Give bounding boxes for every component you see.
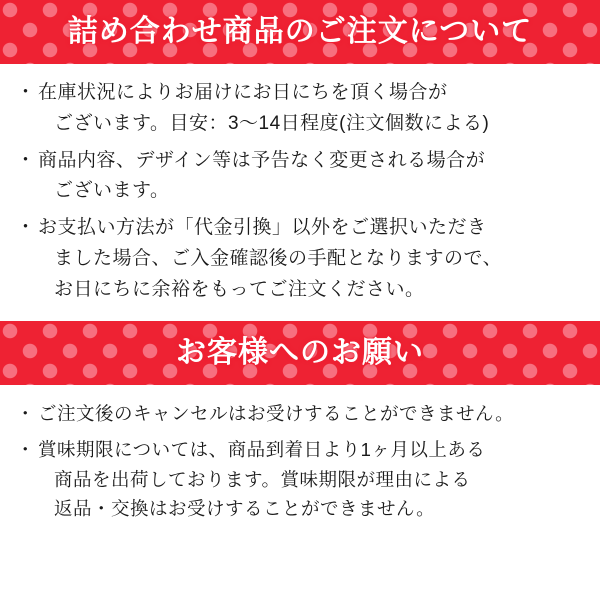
list-item-text (38, 78, 584, 140)
text-line: ございます。 (54, 180, 170, 202)
text-line: 商品内容、デザイン等は予告なく変更される場合が (38, 149, 486, 171)
text-line: ございます。目安：3〜14日程度(注文個数による) (54, 112, 490, 134)
list-item-text (38, 435, 584, 524)
bullet-marker: ・ (16, 149, 36, 171)
list-item-text (38, 213, 584, 305)
section-body-1 (0, 64, 600, 315)
bullet-marker: ・ (16, 438, 35, 460)
list-item (16, 78, 584, 140)
list-item (16, 435, 584, 524)
list-item-text (38, 146, 584, 208)
section-body-2 (0, 385, 600, 533)
list-item (16, 213, 584, 305)
text-line: お支払い方法が「代金引換」以外をご選択いただき (38, 217, 487, 239)
text-line: ご注文後のキャンセルはお受けすることができません。 (38, 403, 515, 425)
text-line: お日にちに余裕をもってご注文ください。 (54, 278, 425, 300)
section-heading-title-2: お客様へのお願い (176, 336, 424, 370)
text-line: ました場合、ご入金確認後の手配となりますので、 (54, 247, 503, 269)
list-item (16, 146, 584, 208)
section-heading-banner-1 (0, 0, 600, 64)
bullet-marker: ・ (16, 403, 35, 425)
text-line: 商品を出荷しております。賞味期限が理由による (54, 468, 471, 490)
text-line: 在庫状況によりお届けにお日にちを頂く場合が (38, 82, 448, 103)
text-line: 賞味期限については、商品到着日より1ヶ月以上ある (38, 438, 486, 460)
list-item (16, 399, 584, 429)
bullet-marker: ・ (16, 217, 36, 239)
section-heading-title-1: 詰め合わせ商品のご注文について (67, 15, 533, 48)
list-item-text (38, 399, 584, 429)
text-line: 返品・交換はお受けすることができません。 (54, 498, 436, 520)
section-heading-banner-2 (0, 321, 600, 385)
bullet-marker: ・ (16, 82, 36, 103)
